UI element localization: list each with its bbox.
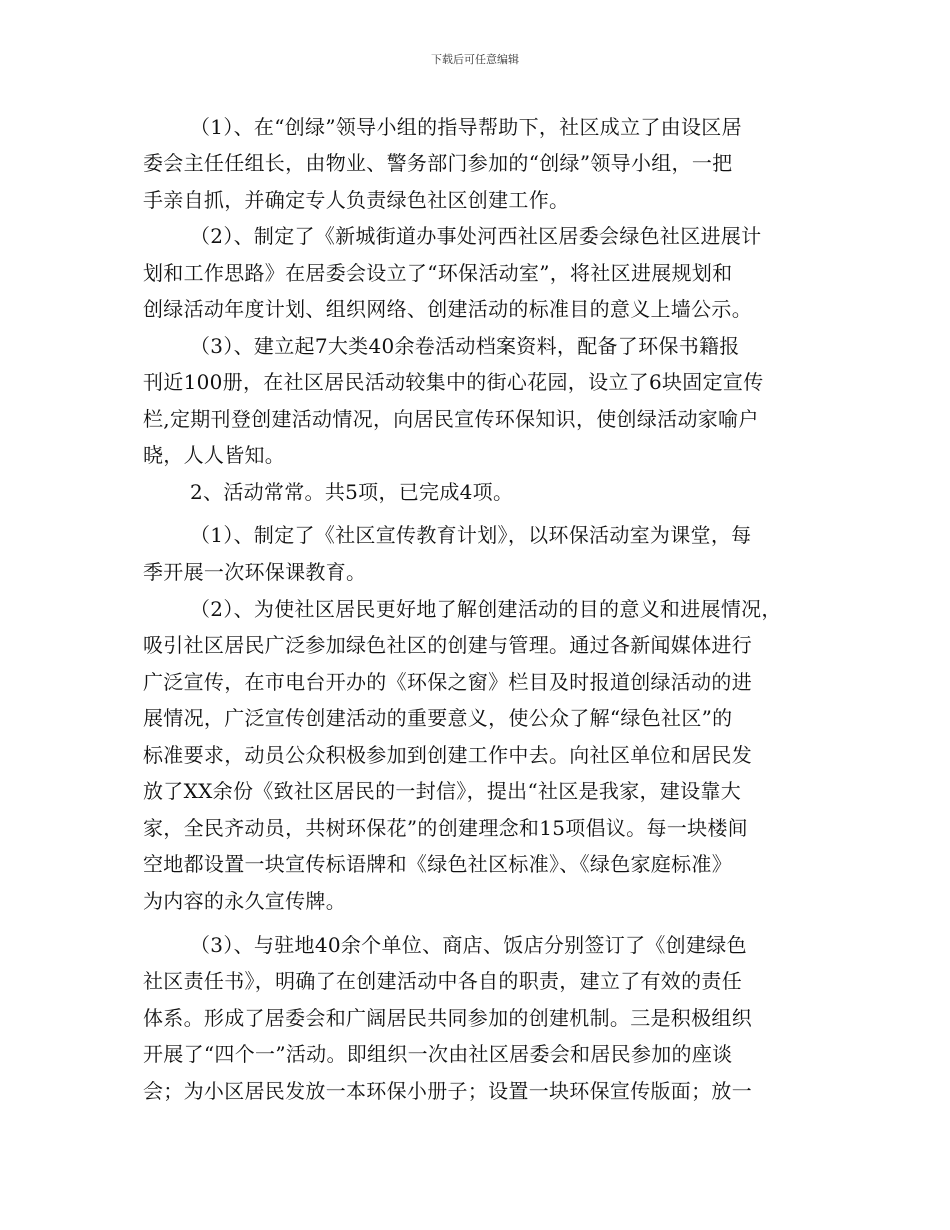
text-line: 为内容的永久宣传牌。: [143, 889, 346, 913]
text-line: （3）、建立起7大类40余卷活动档案资料，配备了环保书籍报: [190, 334, 740, 358]
text-line: （2）、为使社区居民更好地了解创建活动的目的意义和进展情况，: [190, 597, 782, 621]
text-line: 季开展一次环保课教育。: [143, 560, 367, 584]
text-line: 刊近100册，在社区居民活动较集中的街心花园，设立了6块固定宣传: [143, 370, 764, 394]
text-line: （1）、在“创绿”领导小组的指导帮助下，社区成立了由设区居: [190, 115, 742, 139]
text-line: 社区责任书》，明确了在创建活动中各自的职责，建立了有效的责任: [143, 969, 742, 993]
text-line: 开展了“四个一”活动。即组织一次由社区居委会和居民参加的座谈: [143, 1042, 733, 1066]
text-line: 空地都设置一块宣传标语牌和《绿色社区标准》、《绿色家庭标准》: [143, 852, 732, 876]
text-line: 放了XX余份《致社区居民的一封信》，提出“社区是我家，建设靠大: [143, 779, 742, 803]
text-line: 2、活动常常。共5项，已完成4项。: [190, 480, 514, 504]
text-line: 广泛宣传，在市电台开办的《环保之窗》栏目及时报道创绿活动的进: [143, 670, 752, 694]
text-line: （3）、与驻地40余个单位、商店、饭店分别签订了《创建绿色: [190, 933, 747, 957]
page-header-note: 下载后可任意编辑: [431, 53, 519, 66]
text-line: 创绿活动年度计划、组织网络、创建活动的标准目的意义上墙公示。: [143, 297, 752, 321]
text-line: 吸引社区居民广泛参加绿色社区的创建与管理。通过各新闻媒体进行: [143, 633, 752, 657]
text-line: 栏,定期刊登创建活动情况，向居民宣传环保知识，使创绿活动家喻户: [143, 407, 759, 431]
text-line: 展情况，广泛宣传创建活动的重要意义，使公众了解“绿色社区”的: [143, 706, 733, 730]
text-line: 标准要求，动员公众积极参加到创建工作中去。向社区单位和居民发: [143, 743, 752, 767]
text-line: 手亲自抓，并确定专人负责绿色社区创建工作。: [143, 188, 570, 212]
text-line: 体系。形成了居委会和广阔居民共同参加的创建机制。三是积极组织: [143, 1006, 752, 1030]
text-line: 晓，人人皆知。: [143, 443, 286, 467]
text-line: 委会主任任组长，由物业、警务部门参加的“创绿”领导小组，一把: [143, 151, 733, 175]
text-line: 会；为小区居民发放一本环保小册子；设置一块环保宣传版面；放一: [143, 1079, 752, 1103]
text-line: 划和工作思路》在居委会设立了“环保活动室”，将社区进展规划和: [143, 261, 733, 285]
text-line: （2）、制定了《新城街道办事处河西社区居委会绿色社区进展计: [190, 224, 762, 248]
text-line: （1）、制定了《社区宣传教育计划》，以环保活动室为课堂，每: [190, 523, 752, 547]
text-line: 家，全民齐动员，共树环保花”的创建理念和15项倡议。每一块楼间: [143, 816, 748, 840]
